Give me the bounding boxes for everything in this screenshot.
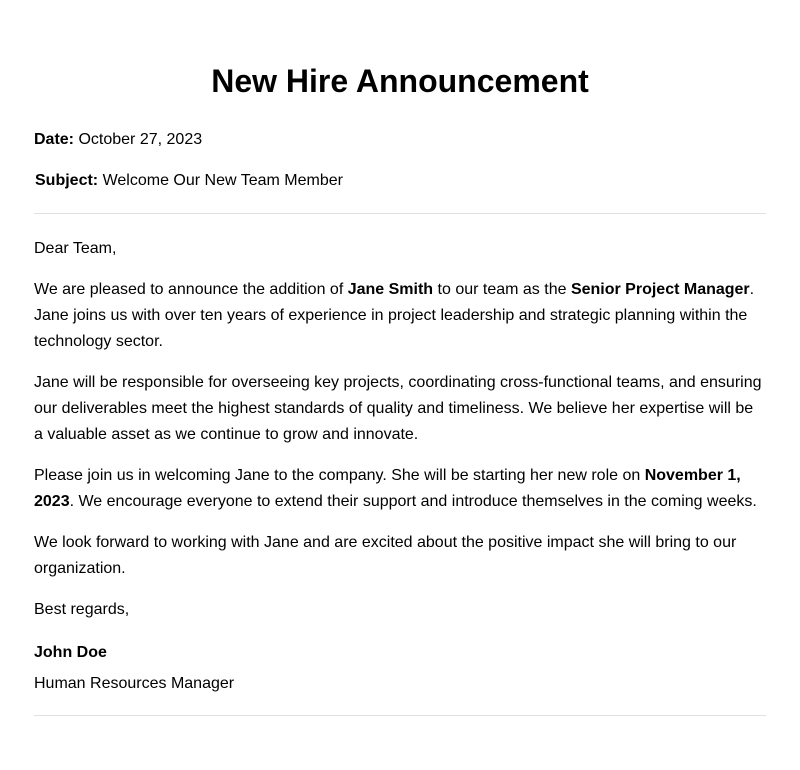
paragraph-announcement-text-2: to our team as the [433, 281, 571, 298]
page-title: New Hire Announcement [211, 63, 589, 99]
new-hire-role: Senior Project Manager [570, 281, 750, 298]
paragraph-closing-remarks: We look forward to working with Jane and are excited about the positive impact she will bring to our organization. [34, 534, 737, 577]
paragraph-announcement-text-1: We are pleased to announce the addition of [34, 281, 348, 298]
paragraph-welcome [34, 463, 766, 515]
footer-divider [34, 715, 766, 716]
subject-label: Subject: [35, 172, 99, 189]
subject-line [34, 171, 766, 191]
paragraph-responsibilities: Jane will be responsible for overseeing key projects, coordinating cross-functional teams, and ensuring our deliverables meet the highest standards of quality and timeliness. We believe her expertise will be a valuable asset as we continue to grow and innovate. [34, 374, 762, 443]
header-divider [34, 213, 766, 214]
new-hire-name: Jane Smith [347, 281, 434, 298]
paragraph-announcement [34, 277, 766, 355]
closing-salutation: Best regards, [34, 601, 130, 618]
paragraph-welcome-text-2: . We encourage everyone to extend their support and introduce themselves in the coming weeks. [69, 493, 757, 510]
greeting: Dear Team, [34, 240, 117, 257]
subject-value: Welcome Our New Team Member [102, 172, 343, 189]
paragraph-welcome-text-1: Please join us in welcoming Jane to the company. She will be starting her new role on [34, 467, 645, 484]
date-label: Date: [34, 131, 75, 148]
paragraph-announcement-text-3: . Jane joins us with over ten years of experience in project leadership and strategic planning within the technology sector. [34, 281, 755, 350]
start-date: November 1, 2023 [34, 467, 741, 510]
date-line [34, 130, 766, 150]
date-value: October 27, 2023 [78, 131, 203, 148]
signature-name: John Doe [34, 644, 107, 661]
signature-title: Human Resources Manager [34, 675, 235, 692]
